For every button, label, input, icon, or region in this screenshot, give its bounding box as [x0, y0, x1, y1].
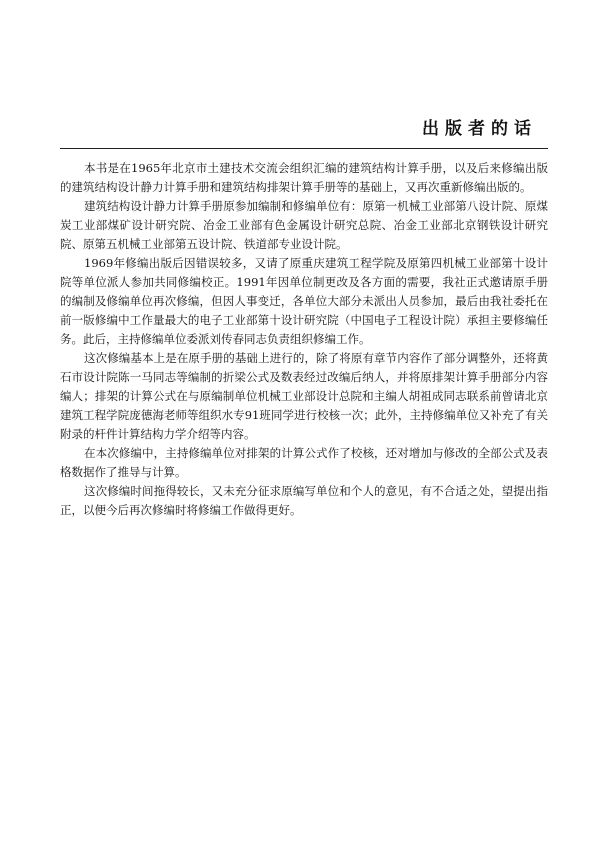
- paragraph-1: 本书是在1965年北京市土建技术交流会组织汇编的建筑结构计算手册，以及后来修编出版的建筑结构设计静力计算手册和建筑结构排架计算手册等的基础上，又再次重新修编出版的。: [60, 161, 548, 194]
- paragraph-3: 1969年修编出版后因错误较多，又请了原重庆建筑工程学院及原第四机械工业部第十设计院等单位派人参加共同修编校正。1991年因单位制更改及各方面的需要，我社正式邀请原手册的编制及修编单位再次修编，但因人事变迁，各单位大部分未派出人员参加，最后由我社委托在前一版修编中工作量最大的电子工业部第十设计研究院（中国电子工程设计院）承担主要修编任务。此后，主持修编单位委派刘传春同志负责组织修编工作。: [60, 256, 548, 346]
- page-title: 出版者的话: [422, 119, 537, 139]
- preface-body: [60, 159, 548, 520]
- paragraph-4: 这次修编基本上是在原手册的基础上进行的，除了将原有章节内容作了部分调整外，还将黄石市设计院陈一马同志等编制的折梁公式及数表经过改编后纳人，并将原排架计算手册部分内容编人；排架的计算公式在与原编制单位机械工业部设计总院和主编人胡祖成同志联系前曾请北京建筑工程学院庞德海老师等组织水专91班同学进行校核一次；此外，主持修编单位又补充了有关附录的杆件计算结构力学介绍等内容。: [60, 351, 548, 441]
- title-divider: [60, 148, 548, 149]
- paragraph-5: 在本次修编中，主持修编单位对排架的计算公式作了校核，还对增加与修改的全部公式及表格数据作了推导与计算。: [60, 446, 548, 479]
- paragraph-6: 这次修编时间拖得较长，又未充分征求原编写单位和个人的意见，有不合适之处，望提出指正，以便今后再次修编时将修编工作做得更好。: [60, 484, 548, 517]
- paragraph-2: 建筑结构设计静力计算手册原参加编制和修编单位有：原第一机械工业部第八设计院、原煤炭工业部煤矿设计研究院、冶金工业部有色金属设计研究总院、冶金工业部北京钢铁设计研究院、原第五机械工业部第五设计院、铁道部专业设计院。: [60, 199, 548, 251]
